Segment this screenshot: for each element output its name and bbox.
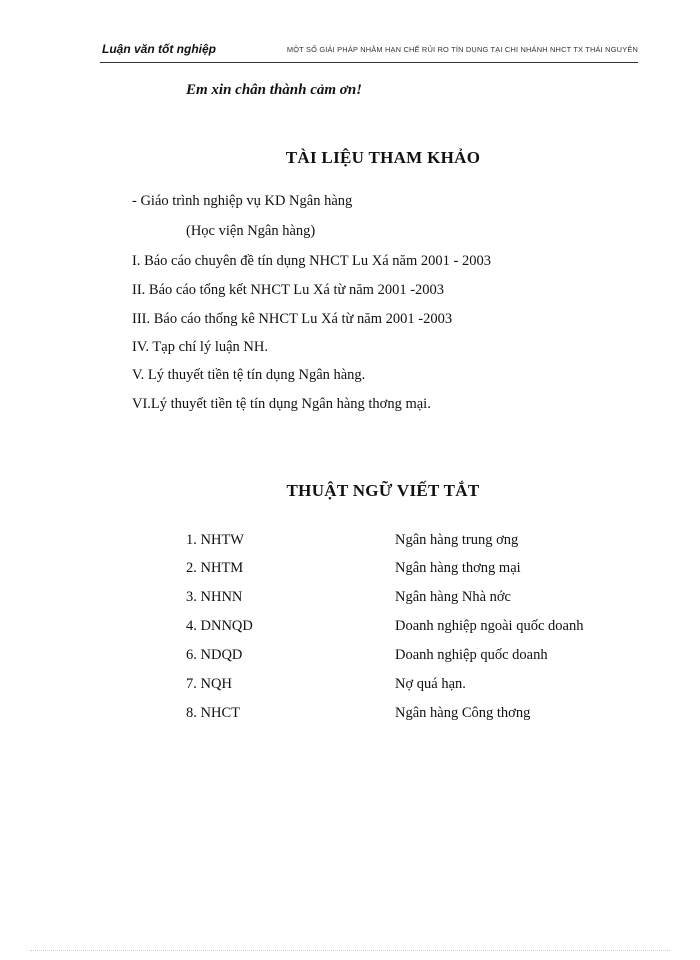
page-header bbox=[100, 40, 638, 63]
abbreviations-title: THUẬT NGỮ VIẾT TẮT bbox=[286, 481, 480, 500]
abbreviation-meaning: Ngân hàng trung ơng bbox=[395, 532, 519, 548]
reference-item: I. Báo cáo chuyên đề tín dụng NHCT Lu Xá năm 2001 - 2003 bbox=[132, 253, 491, 269]
abbreviation-code: 1. NHTW bbox=[186, 532, 244, 548]
abbreviation-code: 4. DNNQD bbox=[186, 618, 253, 634]
abbreviation-code: 2. NHTM bbox=[186, 560, 244, 576]
abbreviation-meaning: Nợ quá hạn. bbox=[395, 676, 466, 692]
references-title: TÀI LIỆU THAM KHẢO bbox=[285, 148, 481, 167]
abbreviation-meaning: Ngân hàng Nhà nớc bbox=[395, 589, 511, 605]
reference-item: IV. Tạp chí lý luận NH. bbox=[132, 339, 268, 355]
abbreviation-code: 8. NHCT bbox=[186, 705, 240, 721]
reference-item: II. Báo cáo tổng kết NHCT Lu Xá từ năm 2001 -2003 bbox=[132, 282, 445, 298]
reference-item: (Học viện Ngân hàng) bbox=[186, 223, 316, 239]
reference-item: V. Lý thuyết tiền tệ tín dụng Ngân hàng. bbox=[132, 367, 366, 383]
footer-divider bbox=[30, 950, 670, 951]
abbreviation-meaning: Doanh nghiệp quốc doanh bbox=[395, 647, 548, 663]
thanks-line: Em xin chân thành cảm ơn! bbox=[186, 82, 363, 98]
abbreviation-meaning: Doanh nghiệp ngoài quốc doanh bbox=[395, 618, 584, 634]
abbreviation-code: 7. NQH bbox=[186, 676, 232, 692]
abbreviation-code: 3. NHNN bbox=[186, 589, 243, 605]
reference-item: III. Báo cáo thống kê NHCT Lu Xá từ năm 2001 -2003 bbox=[132, 311, 453, 327]
abbreviation-meaning: Ngân hàng thơng mại bbox=[395, 560, 521, 576]
header-right-text: MỘT SỐ GIẢI PHÁP NHẰM HẠN CHẾ RỦI RO TÍN DỤNG TẠI CHI NHÁNH NHCT TX THÁI NGUYÊN bbox=[286, 45, 638, 54]
reference-item: - Giáo trình nghiệp vụ KD Ngân hàng bbox=[132, 193, 353, 209]
abbreviation-meaning: Ngân hàng Công thơng bbox=[395, 705, 531, 721]
abbreviation-code: 6. NDQD bbox=[186, 647, 243, 663]
reference-item: VI.Lý thuyết tiền tệ tín dụng Ngân hàng thơng mại. bbox=[132, 396, 431, 412]
header-left-text: Luận văn tốt nghiệp bbox=[102, 42, 216, 56]
